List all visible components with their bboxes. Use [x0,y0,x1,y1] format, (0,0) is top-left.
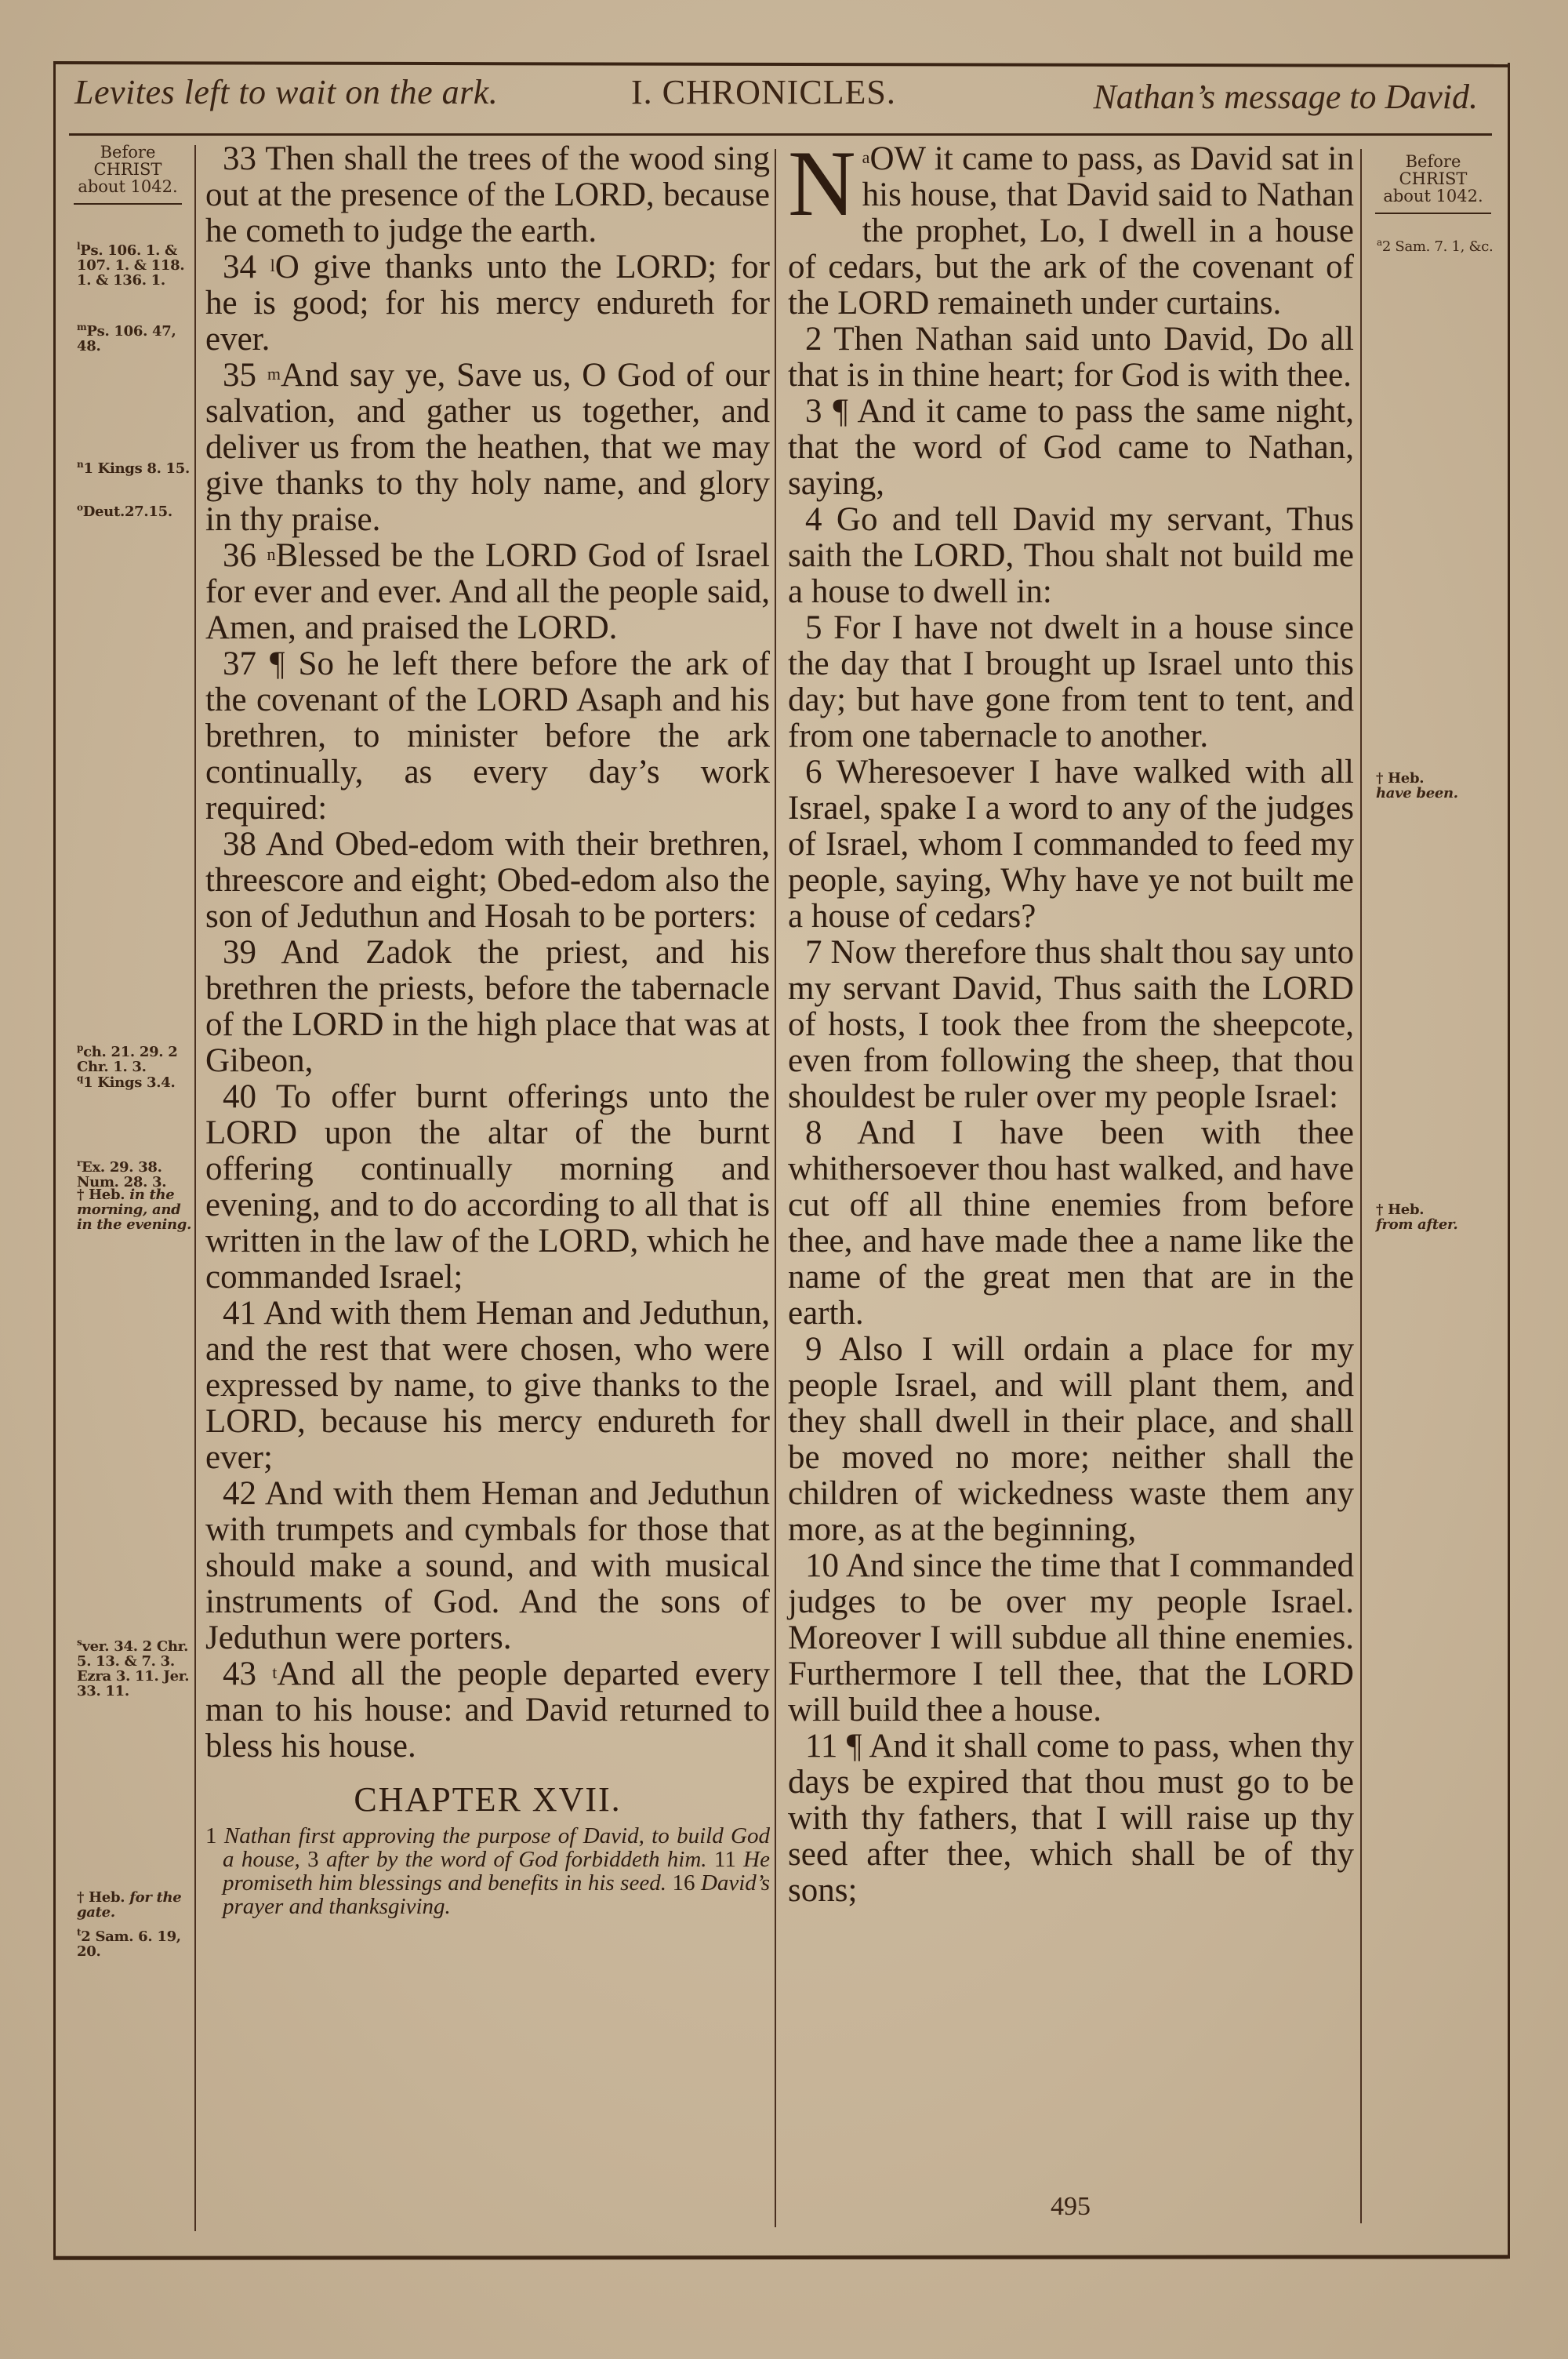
verse-7: 7 Now therefore thus shalt thou say unto my servant David, Thus saith the LORD of hosts, I took thee from the sheepcote, even from following the sheep, that thou shouldest be ruler over my people Israel: [788,934,1355,1115]
era-christ: CHRIST [1399,169,1468,188]
era-separator [74,203,182,205]
margin-note: † Heb. in the morning, and in the evening. [77,1187,192,1233]
book-title: I. CHRONICLES. [631,73,896,111]
chapter-title: CHAPTER XVII. [354,1780,622,1819]
margin-note: $^l$Ps. 106. 1. & 107. 1. & 118. 1. & 136. 1. [77,241,185,289]
left-margin-rule [194,145,196,2231]
era-before: Before [1405,152,1461,171]
verse-33: 33 Then shall the trees of the wood sing out at the presence of the LORD, because he cometh to judge the earth. [205,140,770,249]
era-year: about 1042. [1383,187,1483,205]
verse-41: 41 And with them Heman and Jeduthun, and the rest that were chosen, who were expressed by name, to give thanks to the LORD, because his mercy endureth for ever; [205,1295,770,1476]
margin-note: $^n$1 Kings 8. 15. [77,459,190,477]
right-margin-rule [1360,149,1362,2223]
era-separator [1375,213,1491,214]
verse-37: 37 ¶ So he left there before the ark of the covenant of the LORD Asaph and his brethren, to minister before the ark continually, as every day’s work required: [205,645,771,827]
verse-40: 40 To offer burnt offerings unto the LORD upon the altar of the burnt offering continually morning and evening, and to do according to all that is written in the law of the LORD, which he commanded Israel; [205,1078,770,1296]
verse-6: 6 Wheresoever I have walked with all Israel, spake I a word to any of the judges of Israel, whom I commanded to feed my people, saying, Why have ye not built me a house of cedars? [788,754,1354,935]
verse-36: 36 $^n$Blessed be the LORD God of Israel for ever and ever. And all the people said, Amen, and praised the LORD. [205,537,770,646]
running-title-right: Nathan’s message to David. [1093,78,1478,116]
drop-cap: N [788,131,856,235]
frame-bottom-rule [53,2255,1508,2260]
verse-11: 11 ¶ And it shall come to pass, when thy days be expired that thou must go to be with thy fathers, that I will raise up thy seed after thee, which shall be of thy sons; [788,1728,1354,1909]
verse-3: 3 ¶ And it came to pass the same night, that the word of God came to Nathan, saying, [788,393,1354,502]
verse-34: 34 $^l$O give thanks unto the LORD; for he is good; for his mercy endureth for ever. [205,249,770,358]
right-margin-era [1370,153,1496,214]
margin-note: $^a$2 Sam. 7. 1, &c. [1377,237,1494,255]
verse-35: 35 $^m$And say ye, Save us, O God of our salvation, and gather us together, and deliver us from the heathen, that we may give thanks to thy holy name, and glory in thy praise. [205,357,771,538]
verse-42: 42 And with them Heman and Jeduthun with trumpets and cymbals for those that should make a sound, and with musical instruments of God. And the sons of Jeduthun were porters. [205,1475,770,1656]
margin-note: $^q$1 Kings 3.4. [77,1073,176,1091]
verse-9: 9 Also I will ordain a place for my people Israel, and will plant them, and they shall dwell in their place, and shall be moved no more; neither shall the children of wickedness waste them any more, as at the beginning, [788,1331,1354,1548]
era-year: about 1042. [78,177,178,196]
header-rule [69,133,1492,136]
margin-note: $^m$Ps. 106. 47, 48. [77,322,176,354]
chapter-summary: 1 Nathan first approving the purpose of David, to build God a house, 3 after by the word of God forbiddeth him. 11 He promiseth him blessings and benefits in his seed. 16 David’s prayer and thanksgiving. [205,1823,771,1919]
page-number: 495 [1051,2192,1091,2221]
margin-note: † Heb. from after. [1376,1201,1458,1233]
running-header [74,72,1486,127]
verse-1: N $^a$OW it came to pass, as David sat in his house, that David said to Nathan the prophet, Lo, I dwell in a house of cedars, but the ark of the covenant of the LORD remaineth under curtains. [788,131,1354,322]
margin-note: † Heb. for the gate. [77,1889,182,1921]
margin-note: $^r$Ex. 29. 38. Num. 28. 3. [77,1158,167,1190]
verse-4: 4 Go and tell David my servant, Thus saith the LORD, Thou shalt not build me a house to dwell in: [788,501,1355,610]
margin-note: † Heb. have been. [1376,770,1458,801]
left-text-column [205,141,770,1918]
era-before: Before [100,143,156,162]
right-text-column [788,131,1355,1909]
running-title-left: Levites left to wait on the ark. [74,73,499,111]
margin-note: $^s$ver. 34. 2 Chr. 5. 13. & 7. 3. Ezra 3. 11. Jer. 33. 11. [77,1637,190,1699]
column-divider-rule [775,149,776,2227]
verse-38: 38 And Obed-edom with their brethren, threescore and eight; Obed-edom also the son of Jeduthun and Hosah to be porters: [205,826,770,935]
era-christ: CHRIST [93,160,162,179]
verse-39: 39 And Zadok the priest, and his brethren the priests, before the tabernacle of the LORD in the high place that was at Gibeon, [205,934,770,1079]
verse-10: 10 And since the time that I commanded judges to be over my people Israel. Moreover I will subdue all thine enemies. Furthermore I tell thee, that the LORD will build thee a house. [788,1547,1354,1728]
margin-note: $^t$2 Sam. 6. 19, 20. [77,1927,181,1960]
verse-8: 8 And I have been with thee whithersoever thou hast walked, and have cut off all thine enemies from before thee, and have made thee a name like the name of the great men that are in the earth. [788,1114,1354,1332]
verse-5: 5 For I have not dwelt in a house since the day that I brought up Israel unto this day; but have gone from tent to tent, and from one tabernacle to another. [788,609,1355,754]
margin-note: $^p$ch. 21. 29. 2 Chr. 1. 3. [77,1042,178,1075]
verse-43: 43 $^t$And all the people departed every man to his house: and David returned to bless his house. [205,1656,770,1765]
left-margin-era [69,144,187,205]
verse-2: 2 Then Nathan said unto David, Do all that is in thine heart; for God is with thee. [788,321,1354,394]
margin-note: $^o$Deut.27.15. [77,502,172,520]
